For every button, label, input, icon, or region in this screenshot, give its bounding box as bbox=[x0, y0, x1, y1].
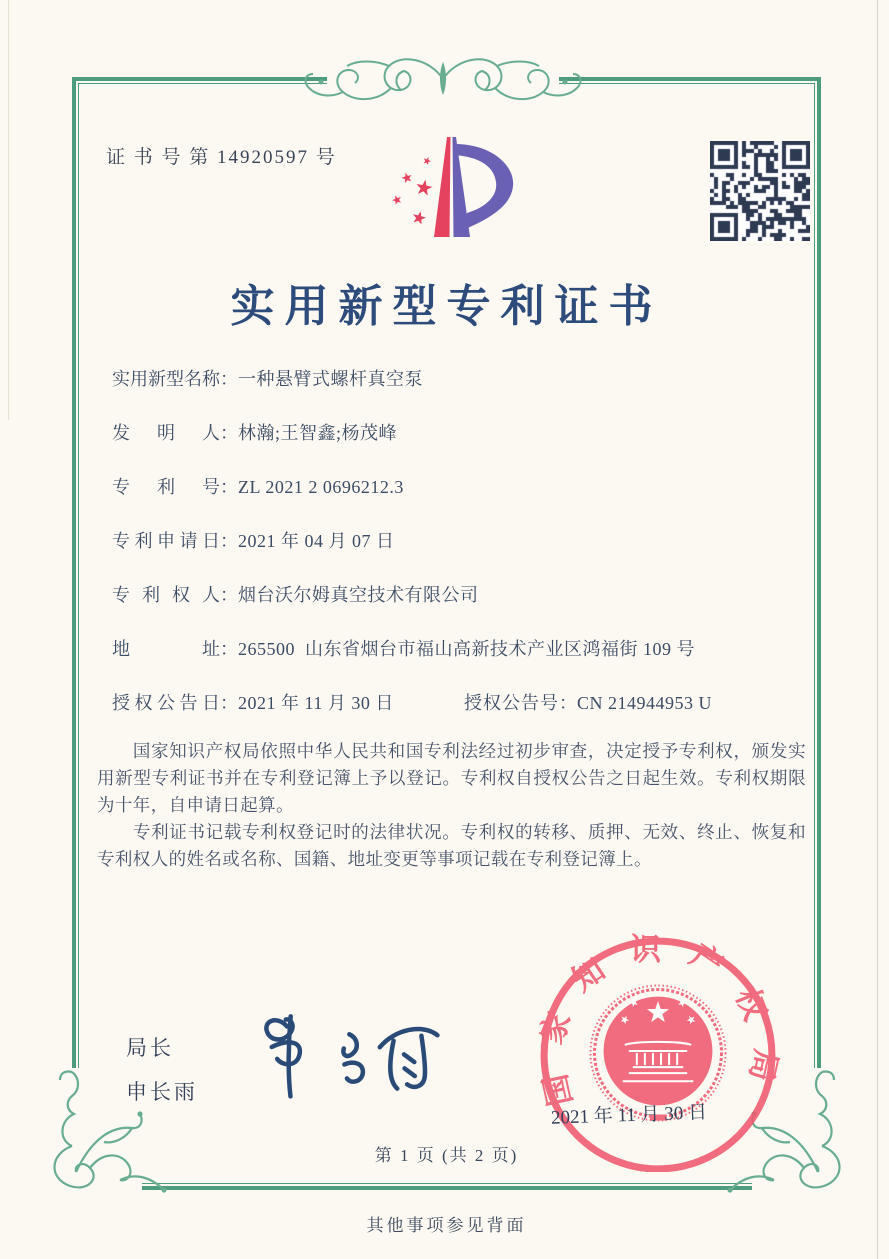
grant-date-pair bbox=[112, 692, 464, 714]
field-label: 发明人 bbox=[112, 423, 220, 443]
grant-row bbox=[112, 692, 812, 714]
page-indicator: 第 1 页 (共 2 页) bbox=[374, 1146, 519, 1165]
legal-text-section bbox=[97, 738, 806, 873]
cnipa-red-seal bbox=[532, 930, 784, 1172]
seal-date: 2021 年 11 月 30 日 bbox=[550, 1102, 708, 1129]
page-title: 实用新型专利证书 bbox=[230, 282, 663, 331]
field-row bbox=[112, 530, 812, 552]
field-value: 2021 年 11 月 30 日 bbox=[238, 693, 394, 713]
field-colon: ： bbox=[220, 531, 238, 551]
field-colon: ： bbox=[559, 693, 577, 713]
field-label: 专利申请日 bbox=[112, 531, 220, 551]
field-colon: ： bbox=[220, 639, 238, 659]
field-colon: ： bbox=[220, 585, 238, 605]
seal-ring-text: 国家知识产权局 bbox=[532, 932, 784, 1110]
paragraph: 国家知识产权局依照中华人民共和国专利法经过初步审查，决定授予专利权，颁发实用新型专利证书并在专利登记簿上予以登记。专利权自授权公告之日起生效。专利权期限为十年，自申请日起算。 bbox=[97, 741, 806, 815]
field-label: 实用新型名称 bbox=[112, 369, 220, 389]
field-value: CN 214944953 U bbox=[577, 693, 713, 713]
field-colon: ： bbox=[220, 477, 238, 497]
grant-no-pair bbox=[464, 693, 712, 713]
officer-block bbox=[126, 1026, 198, 1114]
officer-name: 申长雨 bbox=[126, 1080, 198, 1104]
field-row bbox=[112, 638, 812, 660]
field-value: 林瀚;王智鑫;杨茂峰 bbox=[238, 423, 398, 443]
certificate-number: 证 书 号 第 14920597 号 bbox=[106, 147, 337, 168]
field-label: 专利权人 bbox=[112, 585, 220, 605]
field-value: 2021 年 04 月 07 日 bbox=[238, 531, 395, 551]
field-colon: ： bbox=[220, 369, 238, 389]
cnipa-logo-icon bbox=[383, 131, 521, 249]
field-colon: ： bbox=[220, 693, 238, 713]
top-flourish-ornament bbox=[291, 50, 595, 108]
field-label: 地址 bbox=[112, 639, 220, 659]
director-signature-icon bbox=[256, 1005, 459, 1102]
field-row bbox=[112, 476, 812, 498]
paragraph: 专利证书记载专利权登记时的法律状况。专利权的转移、质押、无效、终止、恢复和专利权人的姓名或名称、国籍、地址变更等事项记载在专利登记簿上。 bbox=[97, 822, 806, 869]
field-row bbox=[112, 368, 812, 390]
field-label: 授权公告号 bbox=[464, 693, 559, 713]
field-label: 授权公告日 bbox=[112, 693, 220, 713]
field-value: ZL 2021 2 0696212.3 bbox=[238, 477, 404, 497]
paper-edge-right bbox=[877, 0, 878, 1259]
field-value: 265500 山东省烟台市福山高新技术产业区鸿福街 109 号 bbox=[238, 639, 695, 659]
field-label: 专利号 bbox=[112, 477, 220, 497]
fields-section bbox=[112, 368, 812, 746]
paper-edge-left bbox=[8, 0, 9, 420]
field-value: 烟台沃尔姆真空技术有限公司 bbox=[238, 585, 479, 605]
field-value: 一种悬臂式螺杆真空泵 bbox=[238, 369, 423, 389]
field-colon: ： bbox=[220, 423, 238, 443]
field-row bbox=[112, 584, 812, 606]
back-note: 其他事项参见背面 bbox=[366, 1216, 527, 1235]
qr-code bbox=[710, 141, 810, 241]
field-row bbox=[112, 422, 812, 444]
officer-role: 局长 bbox=[126, 1036, 174, 1060]
